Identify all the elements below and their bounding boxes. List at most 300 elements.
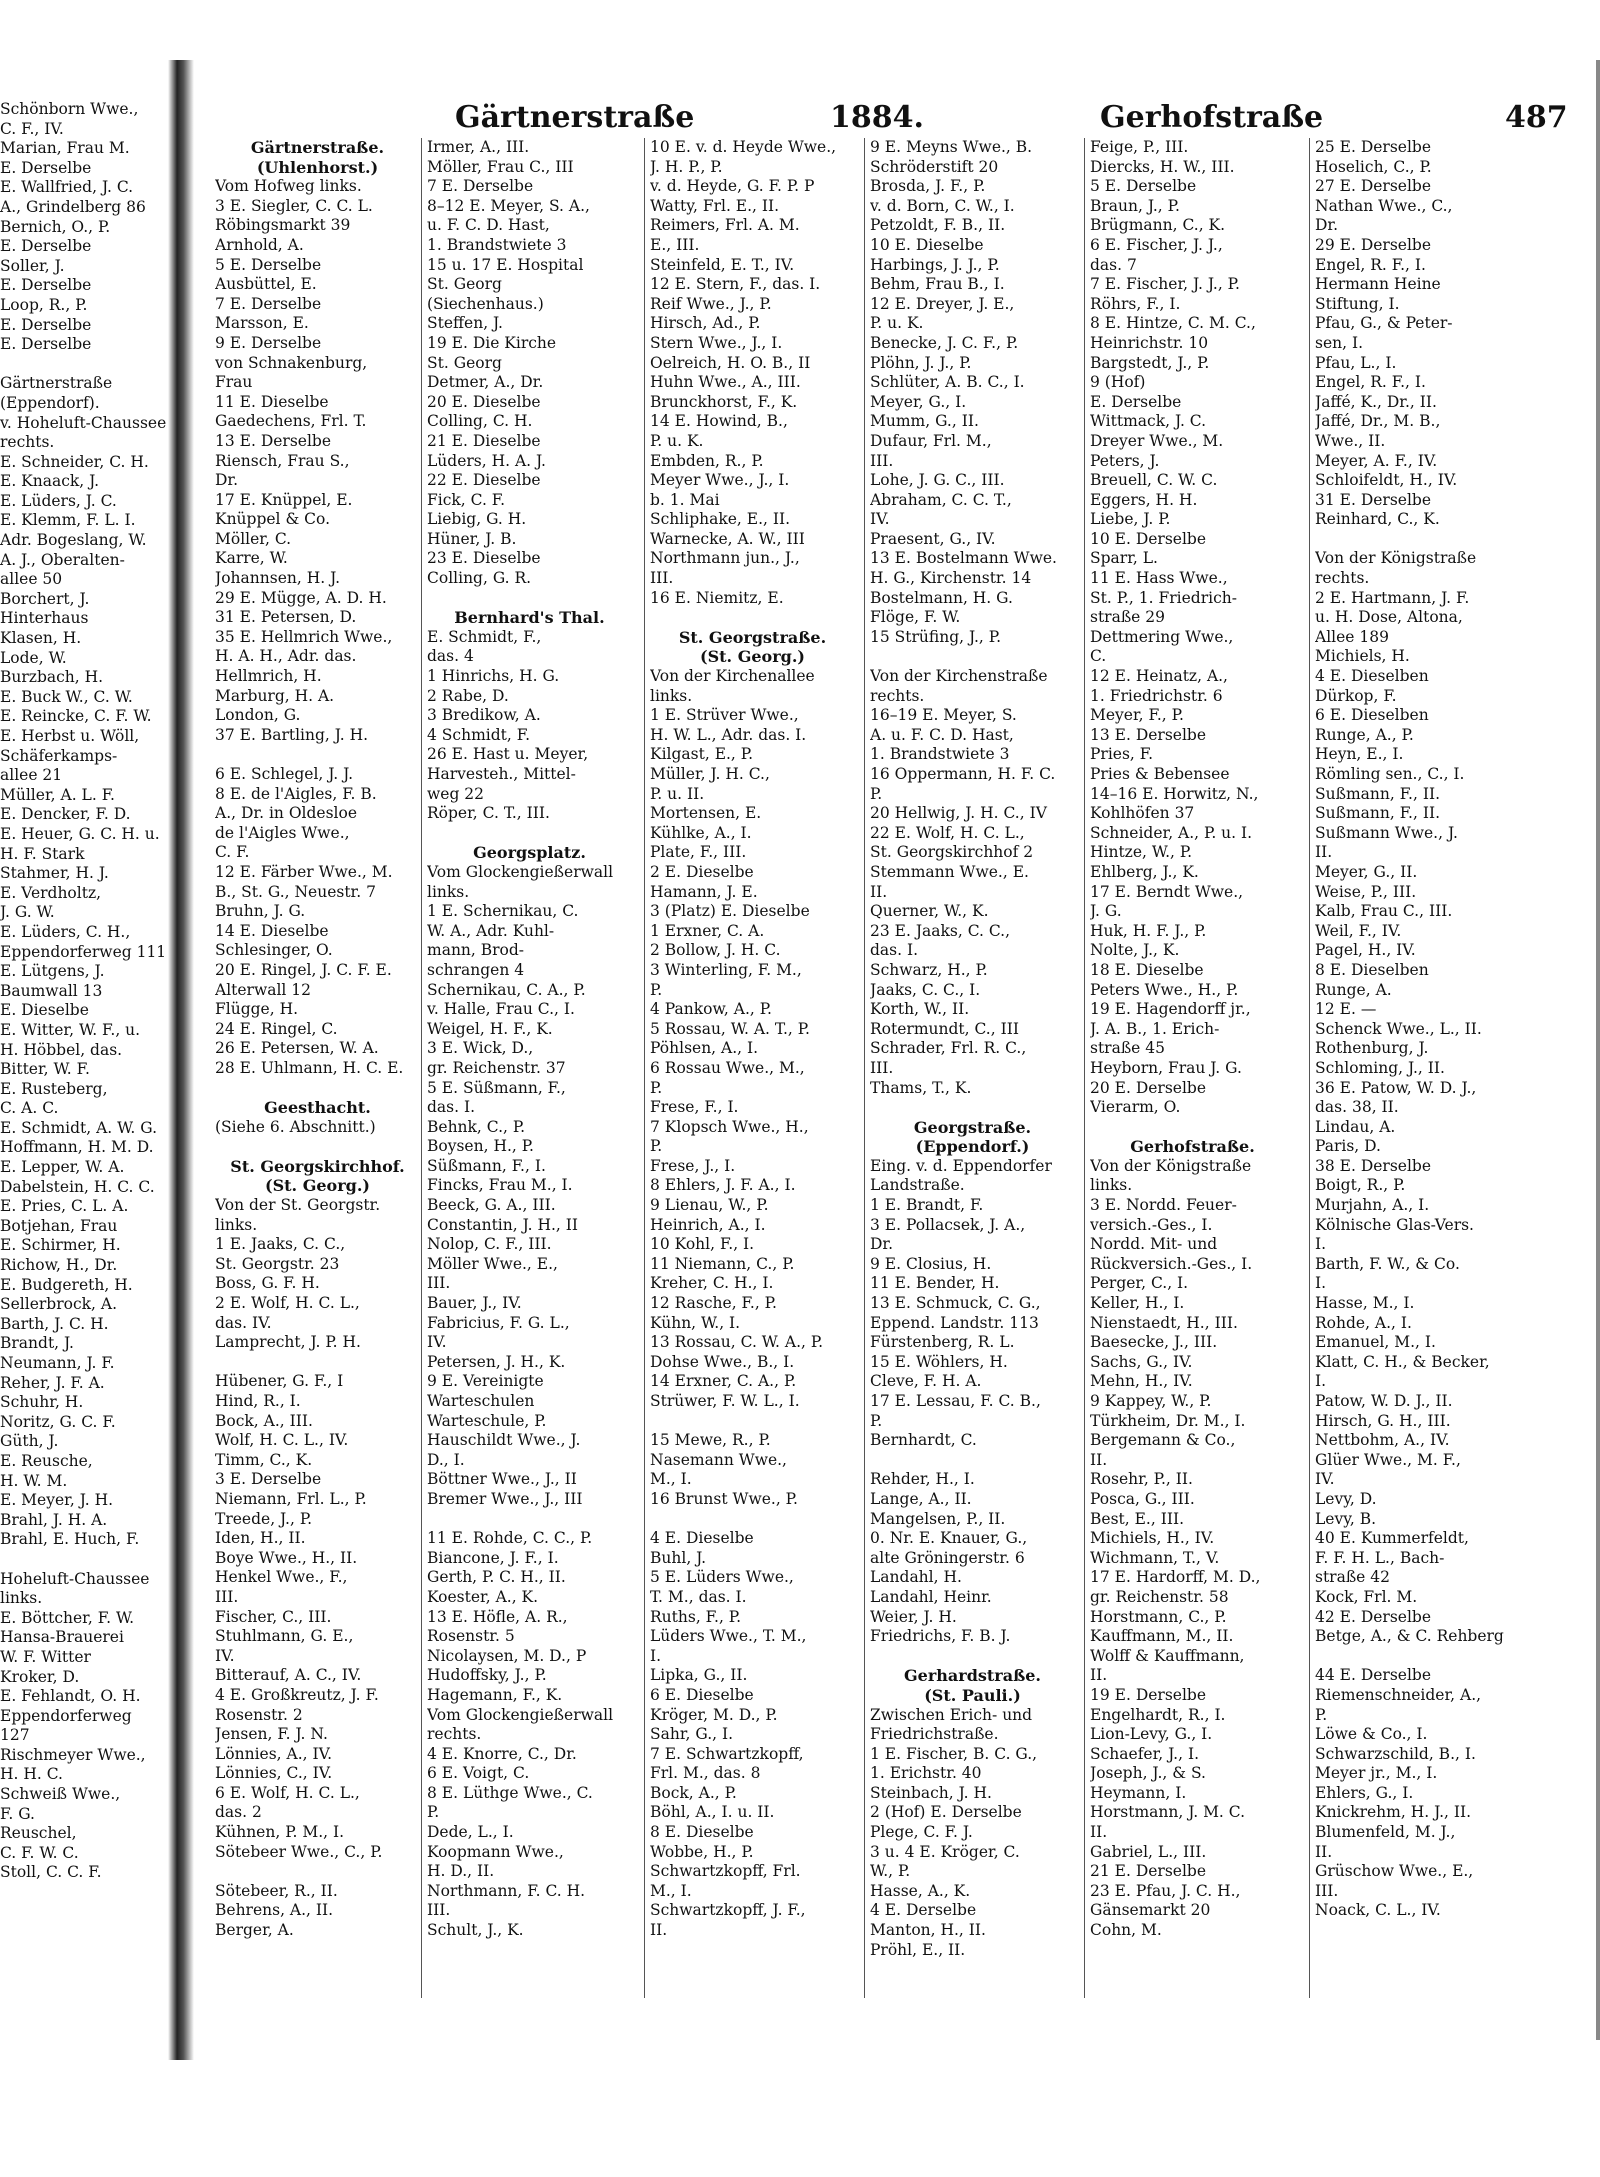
directory-entry: Fischer, C., III. (215, 1607, 332, 1626)
directory-entry (650, 1510, 855, 1530)
directory-entry: Runge, A. (1315, 980, 1392, 999)
column-divider (644, 138, 645, 1998)
directory-entry: 6 E. Fischer, J. J., (1090, 235, 1223, 254)
facing-page-line: E. Lepper, W. A. (0, 1158, 125, 1177)
directory-entry: 11 E. Rohde, C. C., P. (427, 1529, 593, 1548)
directory-entry: II. (1315, 1842, 1333, 1861)
directory-entry: Irmer, A., III. (427, 138, 530, 156)
directory-column (1090, 138, 1295, 2038)
directory-entry: 22 E. Dieselbe (427, 471, 541, 490)
directory-entry: 1 E. Jaaks, C. C., (215, 1235, 346, 1254)
street-heading: (Eppendorf.) (915, 1137, 1030, 1157)
facing-page-line: Güth, J. (0, 1432, 59, 1451)
directory-entry: 12 E. Dreyer, J. E., (870, 294, 1015, 313)
directory-entry: 20 E. Dieselbe (427, 392, 541, 411)
directory-entry: Schwarz, H., P. (870, 960, 988, 979)
directory-entry: III. (427, 1901, 451, 1920)
directory-entry: Meyer, G., I. (870, 392, 967, 411)
directory-entry: 16 Oppermann, H. F. C. (870, 765, 1056, 783)
directory-entry: Cohn, M. (1090, 1921, 1162, 1940)
directory-entry: Böhl, A., I. u. II. (650, 1803, 775, 1822)
directory-entry: rechts. (870, 686, 925, 705)
directory-entry: 5 E. Derselbe (1090, 177, 1197, 196)
directory-entry (427, 824, 632, 844)
directory-entry: Frese, J., I. (650, 1156, 736, 1175)
directory-entry: das. I. (427, 1098, 476, 1117)
directory-entry: 5 Rossau, W. A. T., P. (650, 1019, 810, 1038)
directory-entry: 23 E. Pfau, J. C. H., (1090, 1881, 1241, 1900)
facing-page-line (0, 1550, 170, 1570)
directory-entry: Querner, W., K. (870, 902, 989, 921)
directory-entry: Huhn Wwe., A., III. (650, 373, 801, 392)
facing-page-line: E. Verdholtz, (0, 883, 102, 902)
directory-entry: u. H. Dose, Altona, (1315, 608, 1463, 627)
directory-entry: 26 E. Petersen, W. A. (215, 1039, 379, 1058)
directory-entry: Brunckhorst, F., K. (650, 392, 798, 411)
directory-entry: W. A., Adr. Kuhl- (427, 921, 555, 940)
directory-entry: I. (1315, 1274, 1327, 1293)
street-heading: (St. Georg.) (265, 1176, 370, 1196)
directory-entry: links. (650, 686, 693, 705)
directory-entry: Stiftung, I. (1315, 294, 1400, 313)
directory-entry (870, 647, 1075, 667)
directory-entry: Reinhard, C., K. (1315, 510, 1440, 529)
facing-page-line: v. Hoheluft-Chaussee (0, 413, 167, 432)
directory-entry: Landahl, H. (870, 1568, 962, 1587)
directory-entry: Barth, F. W., & Co. (1315, 1254, 1460, 1273)
directory-entry: B., St. G., Neuestr. 7 (215, 882, 376, 901)
directory-entry: C. (1090, 647, 1107, 666)
directory-entry: 7 E. Derselbe (427, 177, 534, 196)
directory-entry: Praesent, G., IV. (870, 529, 996, 548)
directory-entry: 15 u. 17 E. Hospital (427, 255, 584, 274)
directory-entry: 40 E. Kummerfeldt, (1315, 1529, 1469, 1548)
directory-entry: A. u. F. C. D. Hast, (870, 725, 1014, 744)
directory-entry: Strüwer, F. W. L., I. (650, 1392, 800, 1410)
directory-entry: Vom Glockengießerwall (427, 862, 614, 881)
directory-entry: 27 E. Derselbe (1315, 177, 1432, 196)
directory-entry: II. (1090, 1450, 1108, 1469)
directory-entry: Boye Wwe., H., II. (215, 1548, 358, 1567)
facing-page-line: Eppendorferweg 111 (0, 942, 167, 961)
directory-entry: Gabriel, L., III. (1090, 1842, 1207, 1861)
directory-entry: 21 E. Derselbe (1090, 1862, 1207, 1881)
directory-entry: straße 29 (1090, 608, 1166, 627)
facing-page-line: E. Buck W., C. W. (0, 687, 133, 706)
directory-entry: 9 Kappey, W., P. (1090, 1392, 1212, 1410)
directory-entry: Rückversich.-Ges., I. (1090, 1254, 1253, 1273)
directory-entry: 16 Brunst Wwe., P. (650, 1489, 798, 1508)
directory-entry: 1 Hinrichs, H. G. (427, 667, 560, 686)
facing-page-line: Stoll, C. C. F. (0, 1863, 102, 1882)
directory-entry: D., I. (427, 1450, 465, 1469)
directory-entry: Friedrichs, F. B. J. (870, 1627, 1011, 1646)
directory-entry: Benecke, J. C. F., P. (870, 333, 1019, 352)
directory-entry: gr. Reichenstr. 37 (427, 1058, 566, 1077)
directory-entry: Flöge, F. W. (870, 608, 961, 627)
directory-entry: III. (650, 569, 674, 588)
directory-entry: Eppend. Landstr. 113 (870, 1313, 1039, 1332)
street-heading: Georgsplatz. (473, 843, 586, 863)
directory-entry (870, 1647, 1075, 1667)
directory-entry: Dürkop, F. (1315, 686, 1397, 705)
directory-entry: Rosenstr. 2 (215, 1705, 303, 1724)
directory-entry (215, 1079, 420, 1099)
directory-entry: 11 E. Bender, H. (870, 1274, 1000, 1293)
directory-entry: 3 Winterling, F. M., (650, 960, 802, 979)
directory-entry: 7 E. Fischer, J. J., P. (1090, 275, 1240, 294)
directory-entry: 6 E. Voigt, C. (427, 1764, 530, 1783)
directory-entry: Eggers, H. H. (1090, 490, 1198, 509)
directory-entry: Hintze, W., P. (1090, 843, 1193, 862)
directory-entry: Niemann, Frl. L., P. (215, 1489, 367, 1508)
directory-entry: Dr. (1315, 216, 1339, 235)
directory-entry: 1 E. Schernikau, C. (427, 902, 579, 921)
directory-entry: Engelhardt, R., I. (1090, 1705, 1226, 1724)
directory-entry: Plöhn, J. J., P. (870, 353, 972, 372)
directory-entry: Rothenburg, J. (1315, 1039, 1429, 1058)
directory-entry: sen, I. (1315, 333, 1364, 352)
facing-page-line: E. Reusche, (0, 1451, 93, 1470)
directory-entry: Gerth, P. C. H., II. (427, 1568, 566, 1587)
street-heading: Georgstraße. (913, 1117, 1032, 1137)
directory-entry: Nicolaysen, M. D., P (427, 1646, 587, 1665)
directory-entry: Schlüter, A. B. C., I. (870, 373, 1025, 392)
directory-entry: Baesecke, J., III. (1090, 1333, 1218, 1352)
facing-page-line: 127 (0, 1726, 30, 1745)
directory-entry: Meyer, A. F., IV. (1315, 451, 1438, 470)
facing-page-line: Stahmer, H. J. (0, 864, 109, 883)
directory-entry: Peters, J. (1090, 451, 1160, 470)
directory-entry (215, 1137, 420, 1157)
directory-entry: Fick, C. F. (427, 490, 506, 509)
directory-entry: Jaffé, K., Dr., II. (1315, 392, 1437, 411)
directory-entry: Hagemann, F., K. (427, 1685, 563, 1704)
directory-entry: schrangen 4 (427, 960, 525, 979)
directory-entry: Nettbohm, A., IV. (1315, 1431, 1450, 1450)
facing-page-line: Borchert, J. (0, 589, 90, 608)
directory-entry: 1. Brandstwiete 3 (870, 745, 1010, 764)
directory-entry: 10 Kohl, F., I. (650, 1235, 755, 1254)
directory-entry: Friedrichstraße. (870, 1725, 999, 1744)
facing-page-line: Schuhr, H. (0, 1393, 84, 1412)
directory-entry: 9 E. Closius, H. (870, 1254, 992, 1273)
directory-entry: Ruths, F., P. (650, 1607, 742, 1626)
directory-entry: II. (650, 1921, 668, 1940)
directory-entry: Ausbüttel, E. (215, 275, 317, 294)
directory-entry: Kreher, C. H., I. (650, 1274, 774, 1293)
directory-entry: 13 E. Derselbe (1090, 725, 1207, 744)
directory-entry: Kühlke, A., I. (650, 823, 752, 842)
facing-page-line: E. Witter, W. F., u. (0, 1020, 141, 1039)
facing-page-line: H. F. Stark (0, 844, 85, 863)
directory-entry: Schloming, J., II. (1315, 1058, 1445, 1077)
facing-page-line: Botjehan, Frau (0, 1216, 118, 1235)
facing-page-line: Hansa-Brauerei (0, 1628, 124, 1647)
directory-entry: Gaedechens, Frl. T. (215, 412, 367, 431)
directory-entry: rechts. (1315, 569, 1370, 588)
directory-entry: H. W. L., Adr. das. I. (650, 725, 807, 744)
directory-entry: 2 Rabe, D. (427, 686, 509, 705)
street-heading: Gerhofstraße. (1130, 1137, 1255, 1157)
facing-page-line: E. Böttcher, F. W. (0, 1608, 135, 1627)
facing-page-line: Reher, J. F. A. (0, 1373, 105, 1392)
directory-entry: Sußmann, F., II. (1315, 804, 1441, 823)
directory-entry: Kauffmann, M., II. (1090, 1627, 1234, 1646)
directory-entry: Rehder, H., I. (870, 1470, 975, 1489)
directory-entry: E., III. (650, 235, 700, 254)
directory-entry: Kalb, Frau C., III. (1315, 902, 1453, 921)
directory-entry: Reif Wwe., J., P. (650, 294, 772, 313)
directory-entry: Süßmann, F., I. (427, 1156, 546, 1175)
directory-entry: Betge, A., & C. Rehberg (1315, 1627, 1504, 1646)
directory-entry: 8 E. Dieselbe (650, 1823, 754, 1842)
facing-page-line: E. Pries, C. L. A. (0, 1197, 129, 1216)
page-edge (1596, 60, 1600, 2040)
directory-entry: 12 Rasche, F., P. (650, 1294, 777, 1313)
directory-entry: Türkheim, Dr. M., I. (1090, 1411, 1246, 1430)
directory-entry: Marburg, H. A. (215, 686, 335, 705)
directory-entry: Jensen, F. J. N. (215, 1725, 328, 1744)
directory-entry: Blumenfeld, M. J., (1315, 1823, 1456, 1842)
directory-entry: 3 E. Siegler, C. C. L. (215, 196, 373, 215)
directory-entry: Bremer Wwe., J., III (427, 1489, 583, 1508)
directory-entry (1315, 530, 1520, 550)
directory-entry: 1. Brandstwiete 3 (427, 235, 567, 254)
directory-entry: 9 E. Vereinigte (427, 1372, 544, 1391)
directory-entry: III. (870, 451, 894, 470)
facing-page-line: Rischmeyer Wwe., (0, 1745, 146, 1764)
facing-page-line: allee 50 (0, 570, 63, 589)
directory-entry: Wolff & Kauffmann, (1090, 1646, 1245, 1665)
directory-entry: Koopmann Wwe., (427, 1842, 564, 1861)
facing-page-line: C. F., IV. (0, 119, 64, 138)
directory-entry: links. (427, 882, 470, 901)
directory-entry: Rosenstr. 5 (427, 1627, 515, 1646)
directory-entry: 16 E. Niemitz, E. (650, 588, 784, 607)
facing-page-line: Bernich, O., P. (0, 217, 111, 236)
directory-entry: straße 45 (1090, 1039, 1166, 1058)
directory-entry: links. (215, 1215, 258, 1234)
directory-entry: Hauschildt Wwe., J. (427, 1431, 581, 1450)
directory-entry: Kölnische Glas-Vers. (1315, 1215, 1474, 1234)
directory-entry: Flügge, H. (215, 1000, 299, 1019)
directory-entry: Fabricius, F. G. L., (427, 1313, 570, 1332)
facing-page-line: Reuschel, (0, 1824, 77, 1843)
book-spine (168, 60, 194, 2060)
directory-entry: 5 E. Derselbe (215, 255, 322, 274)
directory-entry: Frese, F., I. (650, 1098, 739, 1117)
street-heading: (Uhlenhorst.) (256, 157, 379, 177)
directory-entry: Warteschule, P. (427, 1411, 547, 1430)
facing-page-line: E. Schmidt, A. W. G. (0, 1118, 157, 1137)
directory-entry: III. (427, 1274, 451, 1293)
directory-entry: Oelreich, H. O. B., II (650, 353, 811, 372)
directory-entry: Schlesinger, O. (215, 941, 333, 960)
directory-entry: 6 E. Schlegel, J. J. (215, 765, 354, 783)
directory-entry: Bargstedt, J., P. (1090, 353, 1210, 372)
directory-entry: Reimers, Frl. A. M. (650, 216, 800, 235)
directory-entry: Hind, R., I. (215, 1392, 301, 1410)
facing-page-line: C. A. C. (0, 1099, 59, 1118)
directory-entry: 9 (Hof) (1090, 373, 1146, 392)
directory-entry: Meyer, F., P. (1090, 706, 1184, 725)
directory-entry: 6 E. Dieselben (1315, 706, 1429, 725)
directory-entry: St. Georg (427, 275, 502, 294)
directory-entry: 4 E. Dieselbe (650, 1529, 754, 1548)
directory-entry: Ehlers, G., I. (1315, 1783, 1414, 1802)
directory-entry (427, 589, 632, 609)
directory-entry: 14 Erxner, C. A., P. (650, 1372, 797, 1391)
directory-entry: (Siehe 6. Abschnitt.) (215, 1117, 376, 1136)
directory-entry: Sachs, G., IV. (1090, 1352, 1193, 1371)
directory-entry: 12 E. — (1315, 1000, 1377, 1019)
directory-entry: 10 E. Dieselbe (870, 235, 984, 254)
directory-entry: Römling sen., C., I. (1315, 765, 1465, 783)
directory-entry: Möller, Frau C., III (427, 157, 574, 176)
directory-entry: 12 E. Färber Wwe., M. (215, 862, 393, 881)
directory-entry: 3 E. Pollacsek, J. A., (870, 1215, 1026, 1234)
facing-page-line: E. Lütgens, J. (0, 962, 105, 981)
directory-entry: straße 42 (1315, 1568, 1391, 1587)
directory-entry: Lamprecht, J. P. H. (215, 1333, 361, 1352)
directory-entry: IV. (1315, 1470, 1335, 1489)
directory-entry: Constantin, J. H., II (427, 1215, 579, 1234)
directory-entry: Knüppel & Co. (215, 510, 331, 529)
directory-entry: Vom Glockengießerwall (427, 1705, 614, 1724)
directory-entry: 1. Erichstr. 40 (870, 1764, 982, 1783)
facing-page-line: Burzbach, H. (0, 668, 104, 687)
directory-entry: 0. Nr. E. Knauer, G., (870, 1529, 1028, 1548)
directory-entry: Northmann, F. C. H. (427, 1881, 586, 1900)
directory-entry: Dr. (215, 471, 239, 490)
facing-page-line: Adr. Bogeslang, W. (0, 531, 147, 550)
directory-entry: Alterwall 12 (215, 980, 312, 999)
directory-entry: 4 E. Dieselben (1315, 667, 1429, 686)
facing-page-line: E. Heuer, G. C. H. u. (0, 824, 160, 843)
directory-entry: 36 E. Patow, W. D. J., (1315, 1078, 1477, 1097)
directory-column (215, 138, 420, 2038)
directory-entry: Möller Wwe., E., (427, 1254, 558, 1273)
directory-entry: Jaffé, Dr., M. B., (1315, 412, 1441, 431)
directory-entry (650, 608, 855, 628)
directory-column (870, 138, 1075, 2038)
directory-entry: (Siechenhaus.) (427, 294, 544, 313)
directory-entry: III. (1315, 1881, 1339, 1900)
directory-entry: Bitterauf, A. C., IV. (215, 1666, 362, 1685)
directory-entry: 25 E. Derselbe (1315, 138, 1432, 156)
facing-page-line: allee 21 (0, 766, 63, 785)
facing-page-line (0, 355, 170, 375)
directory-entry: Lüders Wwe., T. M., (650, 1627, 807, 1646)
column-divider (1309, 138, 1310, 1998)
facing-page-line: Lode, W. (0, 648, 67, 667)
directory-entry: Fincks, Frau M., I. (427, 1176, 573, 1195)
directory-entry: Huk, H. F. J., P. (1090, 921, 1207, 940)
facing-page-line: Dabelstein, H. C. C. (0, 1177, 155, 1196)
directory-entry: 44 E. Derselbe (1315, 1666, 1432, 1685)
directory-entry: 6 Rossau Wwe., M., (650, 1058, 805, 1077)
directory-entry: Sahr, G., I. (650, 1725, 734, 1744)
directory-entry: b. 1. Mai (650, 490, 720, 509)
directory-entry: 7 E. Schwartzkopff, (650, 1744, 804, 1763)
directory-entry: Warnecke, A. W., III (650, 529, 805, 548)
directory-entry: Müller, J. H. C., (650, 765, 770, 783)
directory-entry: Kilgast, E., P. (650, 745, 754, 764)
directory-entry: 4 E. Großkreutz, J. F. (215, 1685, 379, 1704)
directory-entry: Heinrich, A., I. (650, 1215, 766, 1234)
directory-entry: Wolf, H. C. L., IV. (215, 1431, 349, 1450)
directory-entry: 5 E. Lüders Wwe., (650, 1568, 794, 1587)
page-number: 487 (1505, 100, 1568, 135)
directory-entry: F. F. H. L., Bach- (1315, 1548, 1445, 1567)
directory-entry: Meyer jr., M., I. (1315, 1764, 1438, 1783)
directory-column (427, 138, 632, 2038)
directory-entry: P. u. K. (870, 314, 924, 333)
directory-entry (427, 1510, 632, 1530)
directory-column (1315, 138, 1520, 2038)
directory-entry: Hirsch, G. H., III. (1315, 1411, 1451, 1430)
facing-page-line: E. Schirmer, H. (0, 1236, 121, 1255)
directory-entry: Embden, R., P. (650, 451, 764, 470)
directory-entry: P. (650, 1137, 663, 1156)
running-head-right: Gerhofstraße (1100, 100, 1324, 135)
directory-entry: P. u. II. (650, 784, 705, 803)
directory-entry: mann, Brod- (427, 941, 525, 960)
directory-entry: Steinbach, J. H. (870, 1783, 992, 1802)
directory-entry: Sußmann, F., II. (1315, 784, 1441, 803)
facing-page-line: C. F. W. C. (0, 1843, 79, 1862)
facing-page-line: E. Budgereth, H. (0, 1275, 133, 1294)
directory-entry: Detmer, A., Dr. (427, 373, 544, 392)
directory-entry: Dede, L., I. (427, 1823, 514, 1842)
directory-entry: Von der Kirchenstraße (870, 667, 1048, 686)
directory-page (215, 60, 1600, 2060)
directory-entry: 19 E. Hagendorff jr., (1090, 1000, 1251, 1019)
facing-page-line: Klasen, H. (0, 629, 82, 648)
directory-entry: 12 E. Heinatz, A., (1090, 667, 1228, 686)
facing-page-line: E. Wallfried, J. C. (0, 178, 134, 197)
directory-entry: Keller, H., I. (1090, 1294, 1185, 1313)
directory-entry: 3 E. Wick, D., (427, 1039, 534, 1058)
facing-page-line: E. Meyer, J. H. (0, 1491, 114, 1510)
directory-entry: Hamann, J. E. (650, 882, 758, 901)
directory-entry: Liebig, G. H. (427, 510, 527, 529)
directory-entry: 26 E. Hast u. Meyer, (427, 745, 589, 764)
directory-entry: von Schnakenburg, (215, 353, 368, 372)
directory-entry: 6 E. Dieselbe (650, 1685, 754, 1704)
directory-entry: 14 E. Howind, B., (650, 412, 788, 431)
directory-entry: 15 E. Wöhlers, H. (870, 1352, 1008, 1371)
directory-entry: Von der Königstraße (1315, 549, 1477, 568)
directory-entry: Bruhn, J. G. (215, 902, 306, 921)
directory-entry: Weise, P., III. (1315, 882, 1417, 901)
directory-entry: 17 E. Knüppel, E. (215, 490, 353, 509)
directory-entry: Harvesteh., Mittel- (427, 765, 576, 783)
directory-entry: Sötebeer Wwe., C., P. (215, 1842, 383, 1861)
directory-entry: Bock, A., P. (650, 1783, 737, 1802)
directory-entry: 29 E. Mügge, A. D. H. (215, 588, 387, 607)
directory-entry: J. G. (1090, 902, 1122, 921)
directory-entry: II. (1315, 843, 1333, 862)
directory-entry: 19 E. Die Kirche (427, 333, 557, 352)
directory-entry: Heymann, I. (1090, 1783, 1187, 1802)
facing-page-line: E. Derselbe (0, 158, 92, 177)
facing-page-line: E. Lüders, J. C. (0, 491, 117, 510)
directory-entry: Behm, Frau B., I. (870, 275, 1005, 294)
directory-entry: Perger, C., I. (1090, 1274, 1189, 1293)
facing-page-line: E. Derselbe (0, 335, 92, 354)
